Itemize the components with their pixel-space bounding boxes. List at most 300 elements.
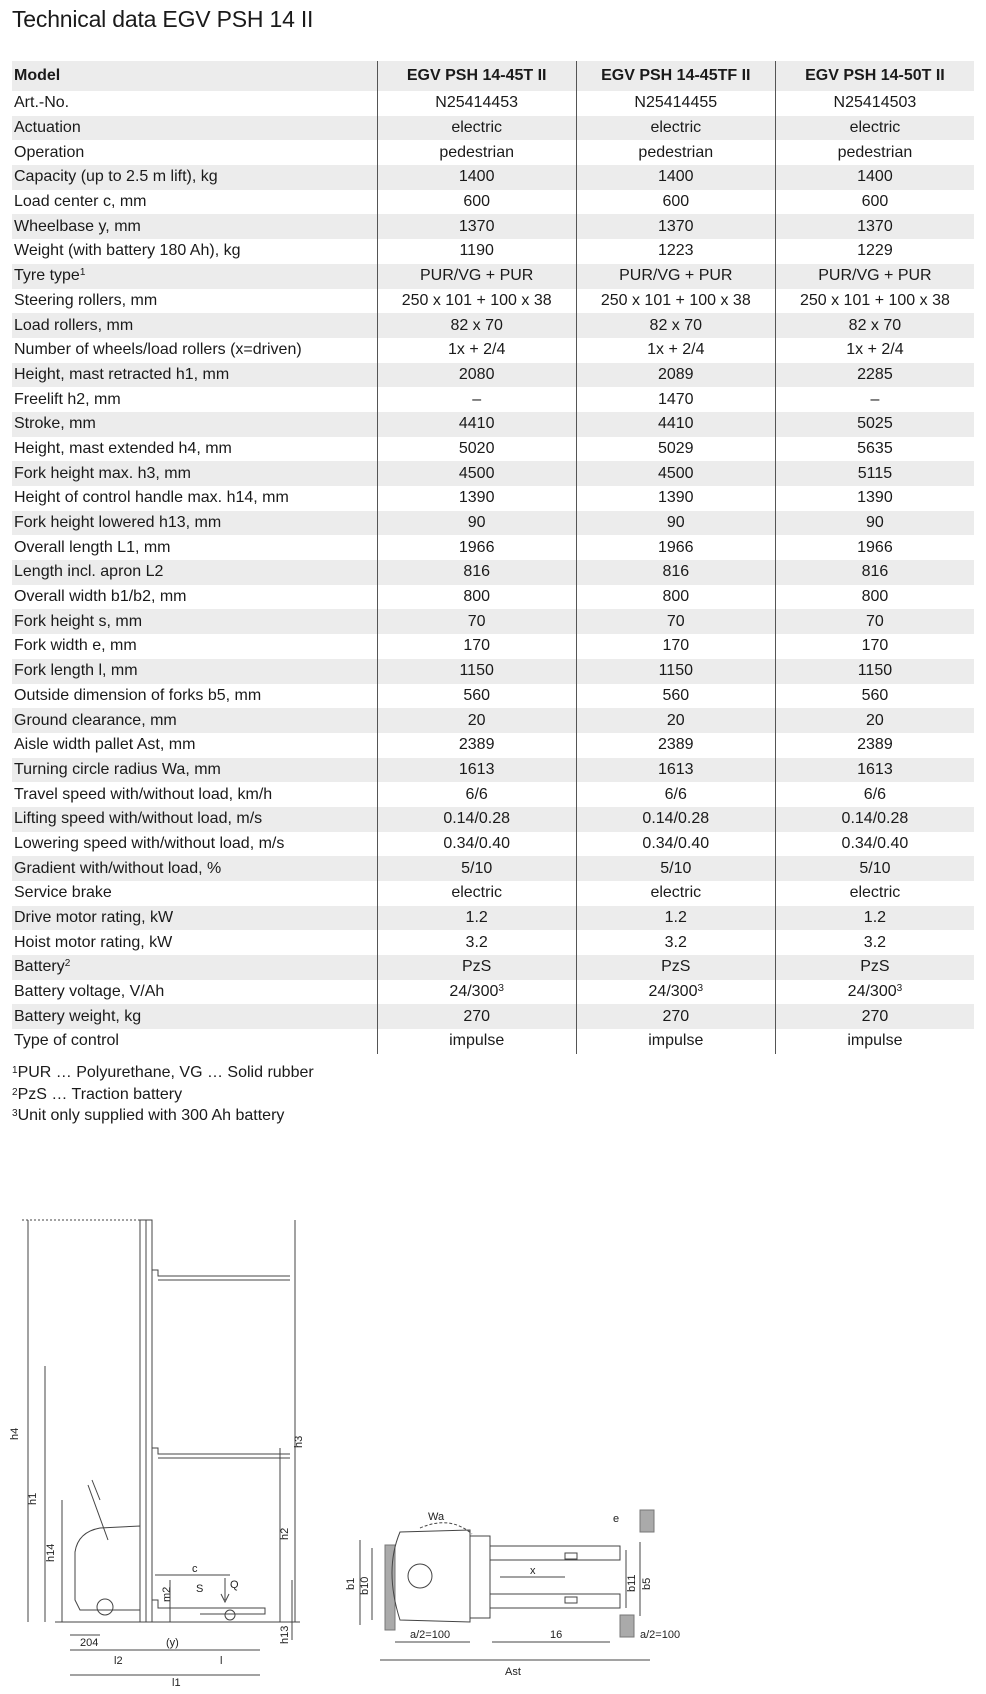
- value-cell: [775, 832, 974, 857]
- value-text: 4500: [458, 464, 495, 482]
- table-row: [12, 881, 974, 906]
- value-cell: [377, 116, 576, 141]
- value-cell: [576, 659, 775, 684]
- table-row: [12, 116, 974, 141]
- value-cell: [377, 1004, 576, 1029]
- top-view: [360, 1510, 654, 1660]
- value-cell: [576, 980, 775, 1005]
- value-text: impulse: [847, 1032, 903, 1050]
- value-text: electric: [650, 119, 702, 137]
- value-cell: [377, 289, 576, 314]
- value-cell: [377, 140, 576, 165]
- value-text: 5/10: [660, 859, 692, 877]
- value-text: 816: [861, 563, 889, 581]
- row-label-text: Art.-No.: [14, 94, 70, 112]
- row-label-text: Gradient with/without load, %: [14, 859, 222, 877]
- value-text: 24/300: [449, 983, 499, 1001]
- value-cell: [576, 511, 775, 536]
- table-row: [12, 1029, 974, 1054]
- dimension-label: Ast: [505, 1666, 521, 1678]
- side-view: [22, 1220, 300, 1675]
- value-text: 2089: [657, 365, 694, 383]
- value-text: 0.14/0.28: [841, 810, 909, 828]
- row-label-text: Length incl. apron L2: [14, 563, 164, 581]
- row-label-text: Load center c, mm: [14, 193, 147, 211]
- footnote-ref: 3: [498, 983, 504, 995]
- value-cell: [775, 733, 974, 758]
- value-text: 600: [463, 193, 491, 211]
- row-label-text: Freelift h2, mm: [14, 390, 121, 408]
- value-cell: [775, 881, 974, 906]
- table-row: [12, 560, 974, 585]
- row-label-text: Fork length l, mm: [14, 662, 138, 680]
- value-text: 0.34/0.40: [841, 834, 909, 852]
- value-text: 1613: [657, 760, 694, 778]
- value-cell: [377, 980, 576, 1005]
- value-cell: [775, 708, 974, 733]
- row-label-text: Overall length L1, mm: [14, 538, 171, 556]
- value-cell: [775, 535, 974, 560]
- value-text: 24/300: [847, 983, 897, 1001]
- value-cell: [576, 1004, 775, 1029]
- value-text: 1150: [459, 662, 494, 680]
- value-text: 82 x 70: [450, 316, 503, 334]
- row-label: [12, 955, 377, 980]
- table-row: [12, 461, 974, 486]
- value-text: 5025: [857, 415, 893, 433]
- row-label-text: Battery: [14, 958, 65, 976]
- value-cell: [775, 140, 974, 165]
- value-cell: [775, 906, 974, 931]
- value-text: N25414455: [634, 94, 718, 112]
- row-label-text: Service brake: [14, 884, 112, 902]
- row-label: [12, 1004, 377, 1029]
- value-cell: [775, 116, 974, 141]
- table-row: [12, 214, 974, 239]
- value-cell: [576, 437, 775, 462]
- row-label: [12, 289, 377, 314]
- row-label-text: Fork height max. h3, mm: [14, 464, 191, 482]
- row-label-text: Wheelbase y, mm: [14, 217, 141, 235]
- value-text: 816: [463, 563, 491, 581]
- value-text: 90: [866, 514, 884, 532]
- table-row: [12, 437, 974, 462]
- value-cell: [775, 782, 974, 807]
- value-text: –: [472, 390, 482, 408]
- value-cell: [576, 758, 775, 783]
- value-cell: [377, 609, 576, 634]
- value-text: 1229: [857, 242, 893, 260]
- value-text: 1390: [857, 489, 893, 507]
- row-label-text: Actuation: [14, 119, 81, 137]
- table-row: [12, 782, 974, 807]
- value-text: pedestrian: [439, 143, 515, 161]
- value-text: 270: [463, 1007, 491, 1025]
- value-text: PUR/VG + PUR: [818, 267, 932, 285]
- dimension-label: b1: [345, 1577, 357, 1590]
- row-label-text: Overall width b1/b2, mm: [14, 588, 187, 606]
- value-text: 1390: [657, 489, 694, 507]
- value-text: pedestrian: [837, 143, 913, 161]
- row-label: [12, 832, 377, 857]
- value-cell: [775, 856, 974, 881]
- value-cell: [576, 585, 775, 610]
- value-cell: [377, 708, 576, 733]
- row-label: [12, 634, 377, 659]
- value-cell: [775, 165, 974, 190]
- value-cell: [377, 856, 576, 881]
- value-cell: [576, 140, 775, 165]
- value-text: 1150: [857, 662, 893, 680]
- page-title: Technical data EGV PSH 14 II: [12, 6, 314, 32]
- table-row: [12, 634, 974, 659]
- table-row: [12, 140, 974, 165]
- header-model: EGV PSH 14-45T II: [377, 61, 576, 91]
- table-row: [12, 363, 974, 388]
- row-label: [12, 560, 377, 585]
- value-text: 1150: [658, 662, 693, 680]
- table-header-row: [12, 61, 974, 91]
- value-text: PUR/VG + PUR: [619, 267, 733, 285]
- table-row: [12, 708, 974, 733]
- table-row: [12, 684, 974, 709]
- value-text: 1370: [657, 217, 694, 235]
- value-cell: [377, 91, 576, 116]
- row-label: [12, 363, 377, 388]
- value-cell: [775, 1004, 974, 1029]
- value-text: 1966: [458, 538, 495, 556]
- value-cell: [576, 955, 775, 980]
- dimension-label: x: [530, 1565, 536, 1577]
- value-text: 170: [463, 637, 491, 655]
- row-label: [12, 980, 377, 1005]
- value-text: 600: [662, 193, 690, 211]
- table-row: [12, 980, 974, 1005]
- dimension-label: 16: [550, 1629, 563, 1641]
- row-label-text: Ground clearance, mm: [14, 711, 177, 729]
- row-label-text: Lifting speed with/without load, m/s: [14, 810, 263, 828]
- row-label-text: Steering rollers, mm: [14, 291, 158, 309]
- value-text: 600: [861, 193, 889, 211]
- value-cell: [576, 881, 775, 906]
- row-label: [12, 412, 377, 437]
- value-text: 1470: [657, 390, 694, 408]
- value-cell: [576, 289, 775, 314]
- header-label: Model: [12, 61, 377, 91]
- value-cell: [377, 684, 576, 709]
- value-text: 1x + 2/4: [846, 341, 904, 359]
- dimension-label: (y): [166, 1637, 179, 1649]
- value-text: 20: [866, 711, 884, 729]
- value-cell: [775, 486, 974, 511]
- row-label-text: Height, mast retracted h1, mm: [14, 365, 230, 383]
- value-text: 250 x 101 + 100 x 38: [600, 291, 751, 309]
- dimension-label: S: [196, 1583, 204, 1595]
- value-cell: [576, 782, 775, 807]
- row-label: [12, 140, 377, 165]
- row-label-text: Load rollers, mm: [14, 316, 134, 334]
- footnote: [12, 1084, 314, 1106]
- table-row: [12, 535, 974, 560]
- row-label: [12, 1029, 377, 1054]
- row-label: [12, 461, 377, 486]
- value-cell: [576, 560, 775, 585]
- value-cell: [576, 165, 775, 190]
- dimension-label: h3: [293, 1435, 305, 1448]
- row-label: [12, 782, 377, 807]
- value-text: 20: [467, 711, 486, 729]
- value-cell: [377, 807, 576, 832]
- row-label: [12, 313, 377, 338]
- table-row: [12, 486, 974, 511]
- row-label-text: Capacity (up to 2.5 m lift), kg: [14, 168, 218, 186]
- value-cell: [576, 807, 775, 832]
- dimension-label: 204: [80, 1637, 99, 1649]
- value-text: 5/10: [461, 859, 493, 877]
- value-cell: [576, 387, 775, 412]
- value-text: impulse: [648, 1032, 704, 1050]
- row-label: [12, 486, 377, 511]
- value-cell: [377, 437, 576, 462]
- row-label: [12, 807, 377, 832]
- value-cell: [576, 363, 775, 388]
- table-row: [12, 165, 974, 190]
- value-cell: [775, 930, 974, 955]
- row-label-text: Type of control: [14, 1032, 119, 1050]
- value-text: pedestrian: [638, 143, 714, 161]
- value-text: 1390: [458, 489, 495, 507]
- table-row: [12, 955, 974, 980]
- value-text: N25414453: [435, 94, 519, 112]
- value-text: 5/10: [859, 859, 891, 877]
- footnote-ref: 3: [896, 983, 903, 995]
- value-cell: [775, 1029, 974, 1054]
- row-label: [12, 930, 377, 955]
- value-cell: [377, 782, 576, 807]
- row-label: [12, 609, 377, 634]
- value-text: 5020: [458, 439, 495, 457]
- value-text: N25414503: [833, 94, 917, 112]
- row-label-text: Battery weight, kg: [14, 1007, 142, 1025]
- value-text: PzS: [462, 958, 492, 976]
- value-cell: [775, 684, 974, 709]
- value-text: 1.2: [664, 909, 687, 927]
- footnote: [12, 1105, 314, 1127]
- footnote-text: Unit only supplied with 300 Ah battery: [17, 1107, 285, 1125]
- dimension-drawing: [0, 1170, 986, 1694]
- table-row: [12, 659, 974, 684]
- value-cell: [576, 1029, 775, 1054]
- value-text: 270: [662, 1007, 690, 1025]
- dimension-label: l2: [114, 1655, 123, 1667]
- table-row: [12, 930, 974, 955]
- dimension-label: b11: [626, 1574, 638, 1592]
- value-cell: [576, 214, 775, 239]
- value-cell: [377, 832, 576, 857]
- footnote-mark: 3: [12, 1108, 18, 1120]
- value-cell: [576, 486, 775, 511]
- value-cell: [576, 313, 775, 338]
- dimension-label: h14: [45, 1543, 57, 1562]
- value-text: 1966: [857, 538, 893, 556]
- value-text: 800: [662, 588, 690, 606]
- value-text: 5115: [857, 464, 893, 482]
- value-cell: [775, 955, 974, 980]
- row-label: [12, 116, 377, 141]
- row-label: [12, 733, 377, 758]
- value-cell: [775, 560, 974, 585]
- value-text: 0.14/0.28: [443, 810, 511, 828]
- value-cell: [775, 437, 974, 462]
- value-text: 90: [666, 514, 685, 532]
- row-label: [12, 437, 377, 462]
- value-cell: [576, 708, 775, 733]
- row-label: [12, 165, 377, 190]
- dimension-label: l: [220, 1655, 223, 1667]
- value-text: 1400: [657, 168, 694, 186]
- table-row: [12, 609, 974, 634]
- value-cell: [775, 511, 974, 536]
- value-cell: [377, 634, 576, 659]
- table-row: [12, 832, 974, 857]
- value-cell: [775, 264, 974, 289]
- value-text: electric: [650, 884, 702, 902]
- footnote-mark: 2: [12, 1086, 18, 1098]
- footnote-text: PzS … Traction battery: [17, 1085, 183, 1103]
- row-label: [12, 387, 377, 412]
- value-cell: [775, 190, 974, 215]
- value-cell: [775, 91, 974, 116]
- value-text: 6/6: [664, 785, 687, 803]
- value-cell: [576, 856, 775, 881]
- value-cell: [576, 634, 775, 659]
- row-label-text: Outside dimension of forks b5, mm: [14, 686, 262, 704]
- value-text: 560: [662, 686, 690, 704]
- value-text: 2389: [857, 736, 893, 754]
- value-cell: [775, 214, 974, 239]
- spec-table: [12, 61, 974, 1054]
- value-cell: [576, 91, 775, 116]
- value-cell: [775, 239, 974, 264]
- value-cell: [377, 486, 576, 511]
- table-row: [12, 807, 974, 832]
- value-cell: [377, 930, 576, 955]
- dimension-label: l1: [172, 1677, 181, 1689]
- value-text: 1.2: [863, 909, 887, 927]
- footnotes: [12, 1062, 314, 1127]
- value-text: 4410: [458, 415, 495, 433]
- value-cell: [377, 387, 576, 412]
- dimension-label: m2: [161, 1586, 173, 1602]
- table-row: [12, 190, 974, 215]
- row-label: [12, 856, 377, 881]
- value-cell: [775, 807, 974, 832]
- value-text: 3.2: [664, 933, 687, 951]
- table-row: [12, 585, 974, 610]
- value-text: 70: [666, 612, 685, 630]
- row-label-text: Aisle width pallet Ast, mm: [14, 736, 196, 754]
- value-text: 2389: [458, 736, 495, 754]
- value-cell: [775, 659, 974, 684]
- value-text: PUR/VG + PUR: [420, 267, 534, 285]
- value-text: 90: [467, 514, 486, 532]
- footnote-ref: 3: [697, 983, 704, 995]
- value-text: 4410: [657, 415, 694, 433]
- value-cell: [377, 560, 576, 585]
- value-text: 1.2: [465, 909, 488, 927]
- row-label: [12, 906, 377, 931]
- row-label-text: Fork width e, mm: [14, 637, 137, 655]
- value-cell: [775, 338, 974, 363]
- row-label: [12, 239, 377, 264]
- value-text: 170: [861, 637, 889, 655]
- row-label: [12, 214, 377, 239]
- value-text: 6/6: [863, 785, 887, 803]
- value-text: 70: [866, 612, 884, 630]
- value-cell: [775, 387, 974, 412]
- value-cell: [377, 1029, 576, 1054]
- value-cell: [775, 980, 974, 1005]
- row-label: [12, 585, 377, 610]
- dimension-label: b5: [641, 1577, 653, 1590]
- value-text: electric: [451, 119, 503, 137]
- value-text: 1613: [857, 760, 893, 778]
- row-label: [12, 511, 377, 536]
- table-row: [12, 387, 974, 412]
- value-cell: [576, 609, 775, 634]
- value-text: 82 x 70: [848, 316, 902, 334]
- value-cell: [377, 239, 576, 264]
- dimension-label: h13: [279, 1625, 291, 1644]
- value-text: 82 x 70: [649, 316, 703, 334]
- value-cell: [775, 461, 974, 486]
- row-label-text: Number of wheels/load rollers (x=driven): [14, 341, 302, 359]
- row-label: [12, 338, 377, 363]
- footnote-ref: 1: [79, 267, 86, 279]
- value-text: –: [870, 390, 880, 408]
- value-cell: [775, 412, 974, 437]
- table-row: [12, 1004, 974, 1029]
- table-row: [12, 313, 974, 338]
- value-cell: [775, 289, 974, 314]
- value-cell: [576, 733, 775, 758]
- row-label-text: Operation: [14, 143, 85, 161]
- row-label-text: Travel speed with/without load, km/h: [14, 785, 273, 803]
- value-text: 6/6: [465, 785, 488, 803]
- value-text: 1966: [657, 538, 694, 556]
- value-cell: [576, 906, 775, 931]
- value-cell: [377, 264, 576, 289]
- row-label-text: Hoist motor rating, kW: [14, 933, 173, 951]
- value-text: 800: [861, 588, 889, 606]
- dimension-label: e: [613, 1513, 620, 1525]
- value-cell: [377, 733, 576, 758]
- value-cell: [377, 906, 576, 931]
- row-label-text: Lowering speed with/without load, m/s: [14, 834, 285, 852]
- table-row: [12, 264, 974, 289]
- value-cell: [377, 412, 576, 437]
- row-label: [12, 91, 377, 116]
- value-cell: [576, 264, 775, 289]
- table-row: [12, 338, 974, 363]
- row-label-text: Fork height s, mm: [14, 612, 143, 630]
- value-text: 560: [861, 686, 889, 704]
- table-row: [12, 856, 974, 881]
- value-cell: [377, 190, 576, 215]
- dimension-label: h1: [27, 1492, 39, 1505]
- value-text: 1370: [458, 217, 495, 235]
- dimension-label: Wa: [428, 1511, 445, 1523]
